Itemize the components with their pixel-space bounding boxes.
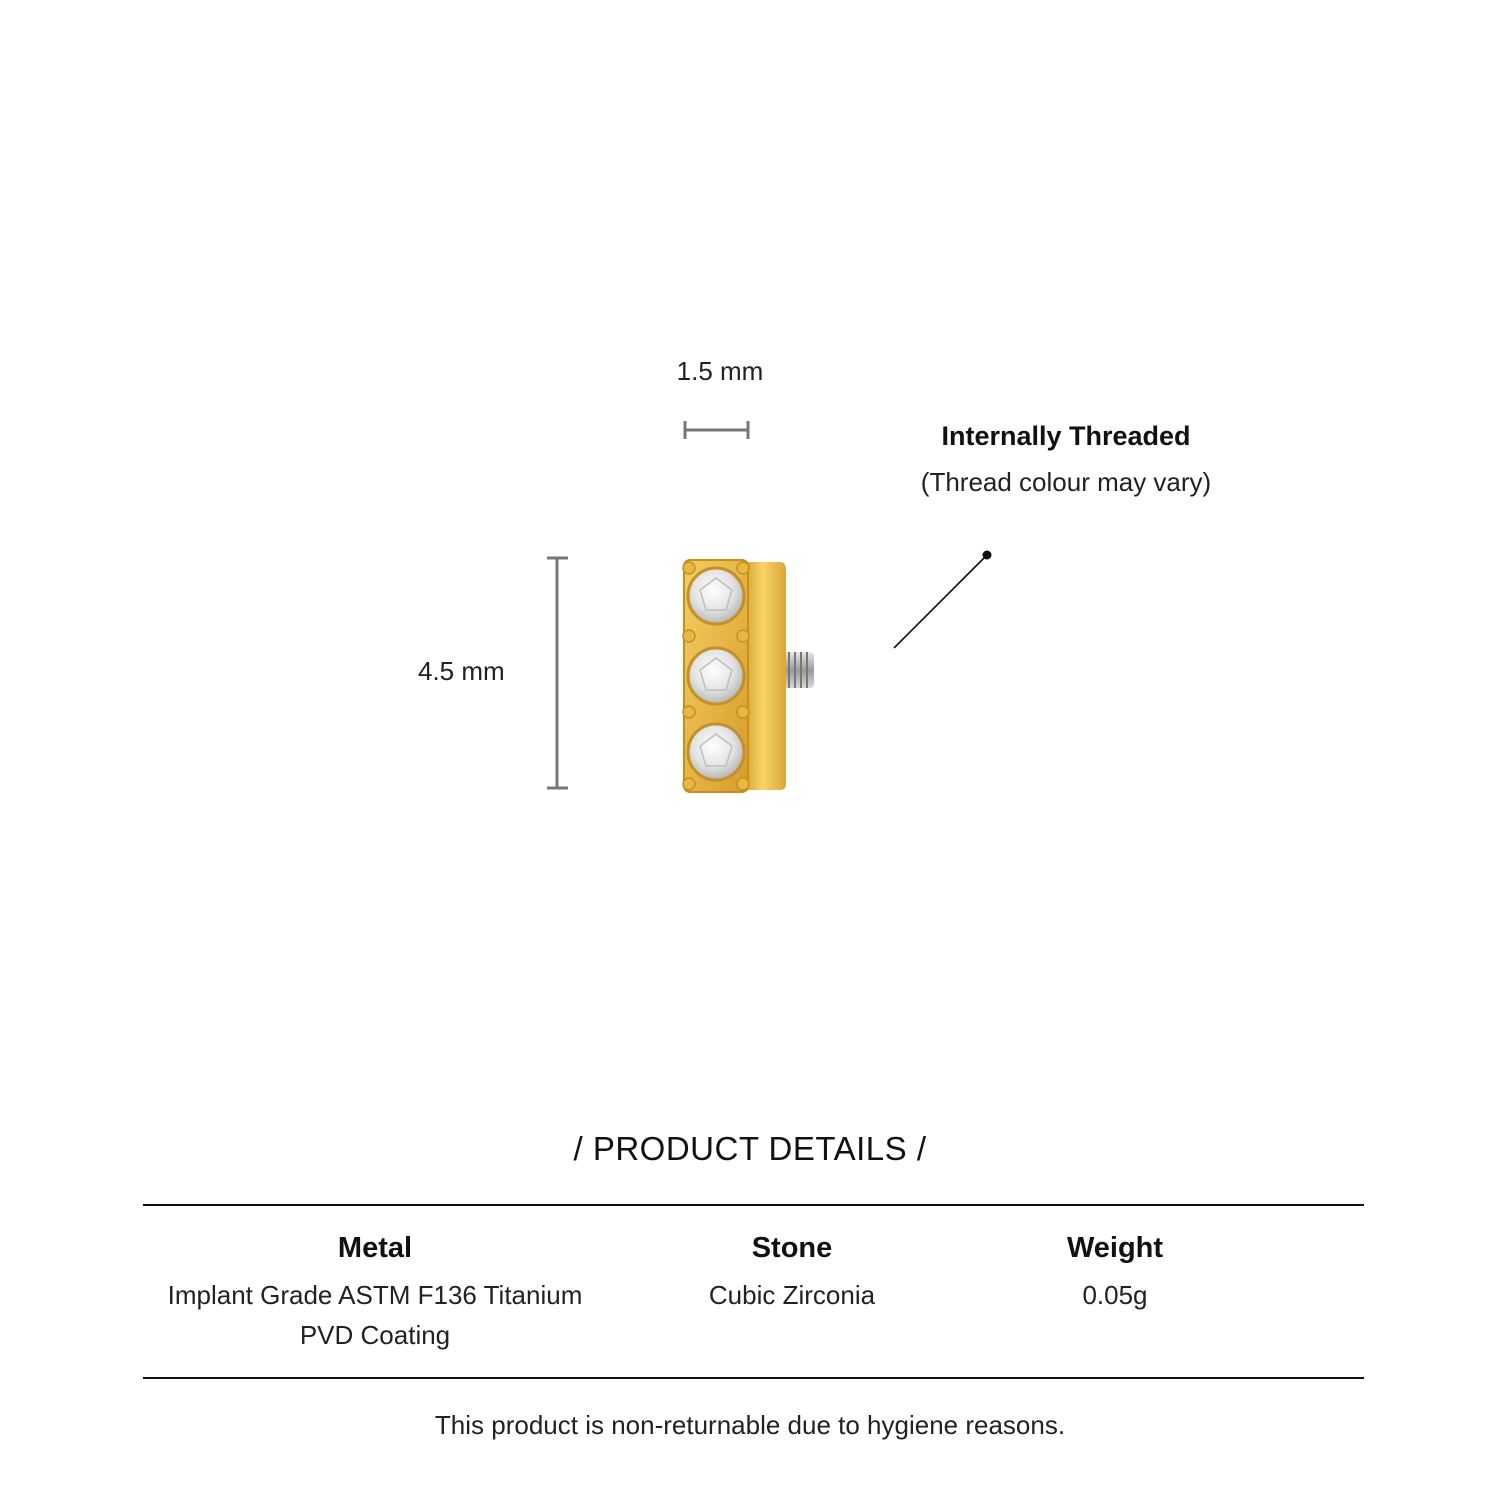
details-top-divider: [143, 1204, 1364, 1206]
weight-line: 0.05g: [1082, 1280, 1148, 1310]
metal-column: [160, 1232, 590, 1355]
metal-line: PVD Coating: [299, 1320, 451, 1350]
weight-column: [985, 1232, 1245, 1315]
thread-note: (Thread colour may vary): [920, 467, 1212, 497]
metal-heading: Metal: [337, 1232, 413, 1264]
product-details-title: / PRODUCT DETAILS /: [573, 1130, 927, 1167]
return-policy-note: This product is non-returnable due to hygiene reasons.: [434, 1410, 1066, 1440]
gold-bar-threaded-top-icon: [676, 554, 826, 799]
cubic-zirconia-stone-icon: [688, 568, 744, 780]
thread-post: [784, 652, 814, 688]
width-dimension-label: 1.5 mm: [676, 356, 764, 386]
details-bottom-divider: [143, 1377, 1364, 1379]
stone-line: Cubic Zirconia: [708, 1280, 876, 1310]
stone-heading: Stone: [751, 1232, 833, 1264]
stone-column: [640, 1232, 944, 1315]
weight-heading: Weight: [1066, 1232, 1164, 1264]
width-dimension-line: [680, 418, 754, 444]
thread-pointer-line: [888, 546, 998, 656]
height-dimension-label: 4.5 mm: [418, 656, 505, 686]
thread-title: Internally Threaded: [941, 421, 1191, 451]
metal-line: Implant Grade ASTM F136 Titanium: [167, 1280, 583, 1310]
height-dimension-line: [544, 554, 572, 794]
